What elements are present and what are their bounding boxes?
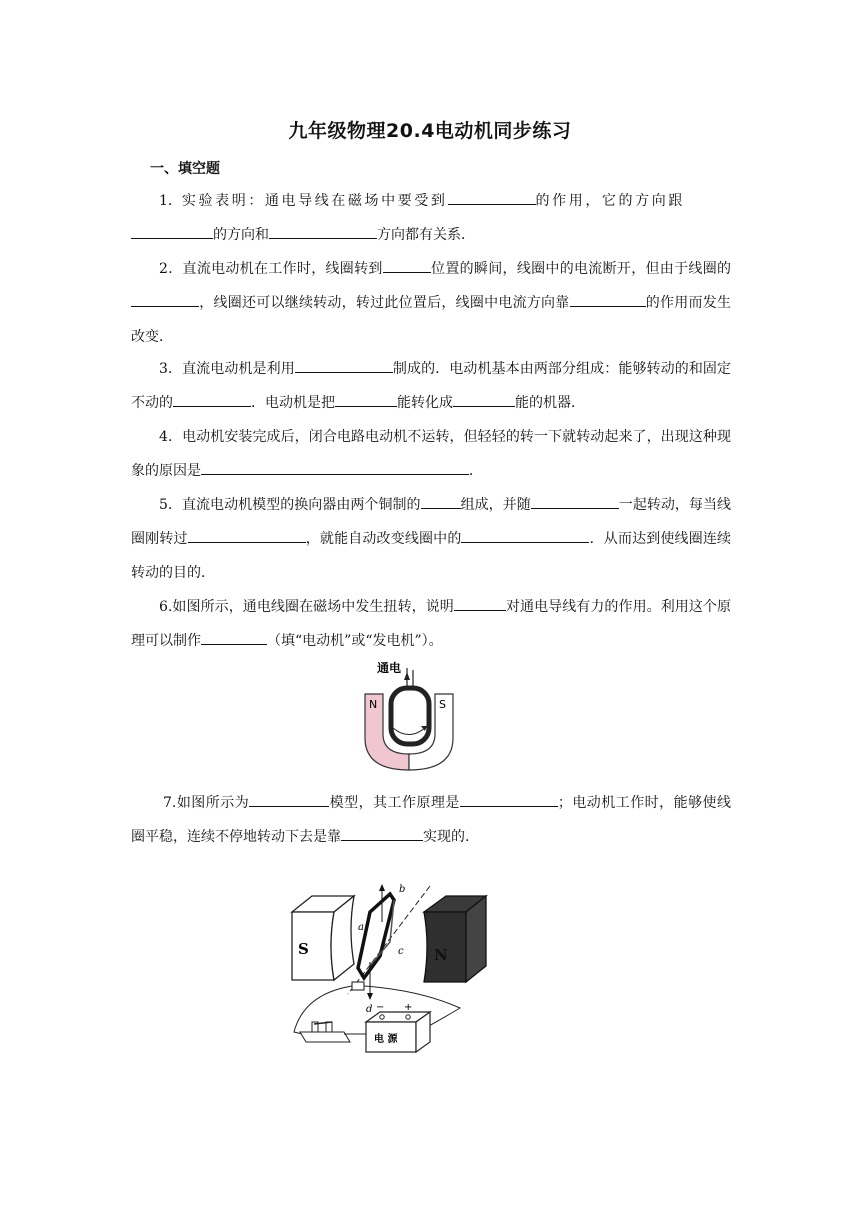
q3-blank-2[interactable] [173, 392, 251, 407]
q1-blank-1[interactable] [448, 190, 536, 205]
q3-blank-1[interactable] [295, 358, 393, 373]
q5-blank-1[interactable] [421, 494, 461, 509]
q1-text-1: 实验表明：通电导线在磁场中要受到 [181, 193, 448, 209]
fig2-plus: + [404, 1002, 413, 1013]
q1-blank-2[interactable] [131, 224, 213, 239]
motor-coil [358, 894, 394, 978]
force-arrow-down-icon [367, 993, 373, 1000]
fig2-pole-s: S [298, 940, 309, 958]
q5-blank-4[interactable] [461, 528, 589, 543]
q7-blank-1[interactable] [249, 792, 329, 807]
fig2-label-c: c [398, 946, 404, 957]
q1-text-3: 的方向和 [213, 227, 269, 243]
q1-text-2: 的作用，它的方向跟 [535, 193, 685, 209]
switch-base [300, 1032, 350, 1042]
q3-blank-3[interactable] [335, 392, 397, 407]
question-5: 5．直流电动机模型的换向器由两个铜制的 组成，并随 一起转动，每当线圈刚转过 ，就能自动改变线圈中的 ．从而达到使线圈连续转动的目的． [131, 488, 731, 590]
wire-left [294, 986, 352, 1036]
figure-1-coil-magnet [355, 658, 465, 776]
q1-blank-3[interactable] [269, 224, 377, 239]
q2-blank-1[interactable] [383, 258, 431, 273]
fig2-pole-n: N [434, 946, 448, 964]
commutator [352, 982, 364, 990]
q2-blank-3[interactable] [570, 292, 646, 307]
q6-blank-2[interactable] [201, 630, 267, 645]
current-arrow-icon [404, 672, 410, 680]
question-6: 6.如图所示，通电线圈在磁场中发生扭转，说明 对通电导线有力的作用。利用这个原理可以制作 （填“电动机”或“发电机”）。 [131, 590, 731, 658]
section-heading: 一、填空题 [150, 161, 220, 177]
force-arrow-up-icon [379, 884, 385, 891]
q7-blank-2[interactable] [460, 792, 558, 807]
page-title: 九年级物理20.4电动机同步练习 [288, 120, 572, 142]
question-7: 7.如图所示为 模型，其工作原理是 ；电动机工作时，能够使线圈平稳，连续不停地转动下去是靠 实现的. [131, 786, 731, 854]
q1-text-4: 方向都有关系． [377, 227, 475, 243]
fig2-label-a: a [358, 922, 364, 933]
fig1-pole-n: N [369, 698, 378, 711]
q3-blank-4[interactable] [453, 392, 515, 407]
q5-blank-3[interactable] [188, 528, 306, 543]
question-2: 2．直流电动机在工作时，线圈转到 位置的瞬间，线圈中的电流断开，但由于线圈的，线圈还可以继续转动，转过此位置后，线圈中电流方向靠 的作用而发生改变． [131, 252, 731, 354]
q7-blank-3[interactable] [341, 826, 423, 841]
rotation-axis [348, 886, 430, 994]
question-1: 1．实验表明：通电导线在磁场中要受到 的作用，它的方向跟 的方向和 方向都有关系． [131, 184, 731, 252]
q6-blank-1[interactable] [454, 596, 506, 611]
fig1-label-top: 通电 [377, 661, 402, 675]
fig2-label-d: d [366, 1004, 373, 1015]
q2-blank-2[interactable] [131, 292, 199, 307]
question-3: 3．直流电动机是利用 制成的．电动机基本由两部分组成：能够转动的和固定不动的 ．电动机是把 能转化成 能的机器． [131, 352, 731, 420]
fig2-power-label: 电 源 [374, 1034, 398, 1045]
fig2-label-b: b [399, 884, 406, 895]
figure-2-motor-model [290, 882, 540, 1058]
fig1-pole-s: S [439, 698, 446, 711]
question-4: 4．电动机安装完成后，闭合电路电动机不运转，但轻轻的转一下就转动起来了，出现这种现象的原因是 ． [131, 429, 731, 479]
q4-blank-1[interactable] [201, 460, 469, 475]
q5-blank-2[interactable] [531, 494, 619, 509]
fig2-minus: − [376, 1002, 385, 1013]
